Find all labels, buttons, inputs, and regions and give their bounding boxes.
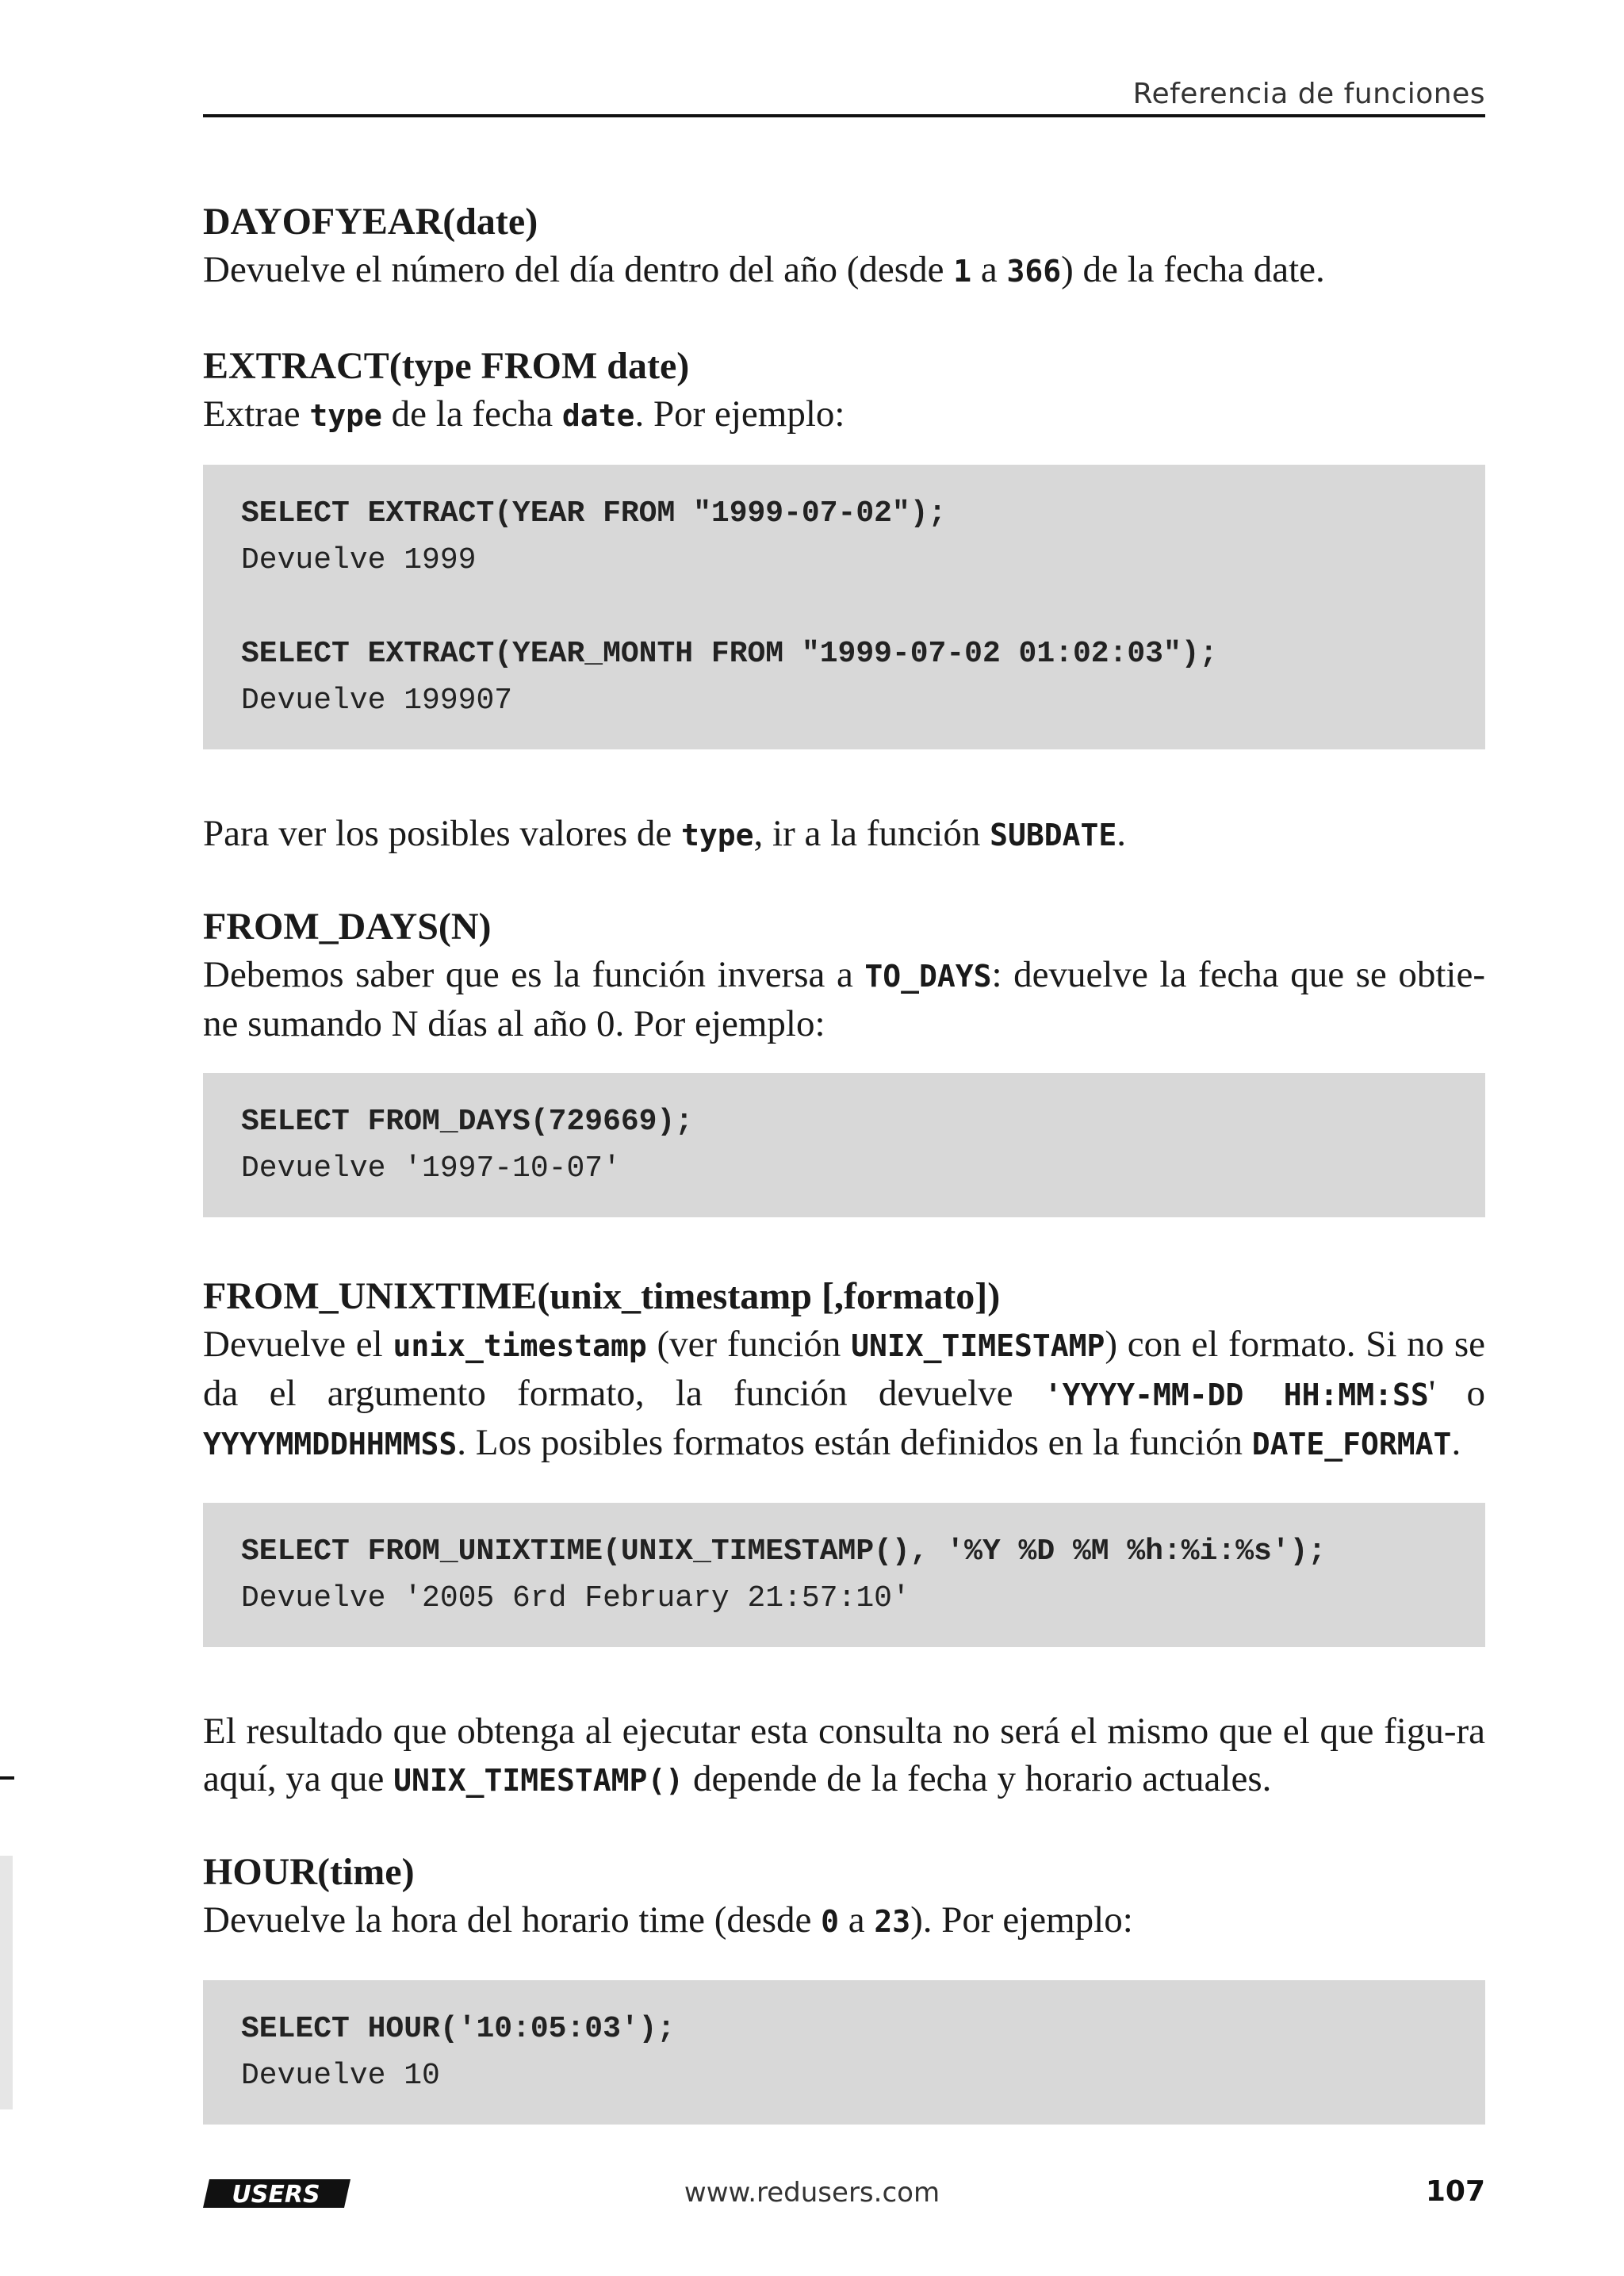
extract-note: Para ver los posibles valores de type, ir a la función SUBDATE. [203, 813, 1126, 854]
svg-text:USERS: USERS [232, 2181, 320, 2208]
code-line: SELECT FROM_DAYS(729669); [241, 1105, 694, 1139]
from-unixtime-title: FROM_UNIXTIME(unix_timestamp [,formato]) [203, 1275, 1001, 1317]
code-line: SELECT EXTRACT(YEAR_MONTH FROM "1999-07-02 01:02:03"); [241, 637, 1218, 671]
code-line: SELECT HOUR('10:05:03'); [241, 2012, 676, 2046]
code-line: SELECT EXTRACT(YEAR FROM "1999-07-02"); [241, 496, 947, 531]
code-line: Devuelve 199907 [241, 684, 513, 718]
extract-description: Extrae type de la fecha date. Por ejemplo: [203, 393, 845, 435]
dayofyear-description: Devuelve el número del día dentro del año (desde 1 a 366) de la fecha date. [203, 249, 1325, 290]
header-rule [203, 114, 1485, 117]
extract-title: EXTRACT(type FROM date) [203, 345, 690, 387]
page-content [203, 198, 1485, 2125]
code-line: Devuelve 10 [241, 2059, 440, 2093]
code-line: SELECT FROM_UNIXTIME(UNIX_TIMESTAMP(), '%Y %D %M %h:%i:%s'); [241, 1535, 1327, 1569]
extract-code-block [203, 465, 1485, 749]
margin-bar [0, 1856, 13, 2109]
from-unixtime-description: Devuelve el unix_timestamp (ver función UNIX_TIMESTAMP) con el formato. Si no se da el argumento formato, la función devuelve 'YYYY-MM-DD HH:MM:SS' o YYYYMMDDHHMMSS. Los posibles formatos están definidos en la función DATE_FORMAT. [203, 1324, 1485, 1463]
code-line: Devuelve 1999 [241, 543, 477, 577]
from-unixtime-note: El resultado que obtenga al ejecutar esta consulta no será el mismo que el que figu-ra aquí, ya que UNIX_TIMESTAMP() depende de la fecha y horario actuales. [203, 1711, 1485, 1799]
from-days-description: Debemos saber que es la función inversa a TO_DAYS: devuelve la fecha que se obtie-ne sumando N días al año 0. Por ejemplo: [203, 954, 1486, 1044]
hour-code-block [203, 1980, 1485, 2125]
from-unixtime-code-block [203, 1503, 1485, 1647]
code-line: Devuelve '2005 6rd February 21:57:10' [241, 1581, 910, 1615]
hour-title: HOUR(time) [203, 1851, 415, 1893]
from-days-code-block [203, 1073, 1485, 1217]
footer-url: www.redusers.com [684, 2177, 940, 2209]
running-header: Referencia de funciones [1132, 78, 1485, 110]
hour-description: Devuelve la hora del horario time (desde 0 a 23). Por ejemplo: [203, 1899, 1133, 1941]
page-number: 107 [1425, 2175, 1485, 2208]
dayofyear-title: DAYOFYEAR(date) [203, 201, 538, 243]
code-line: Devuelve '1997-10-07' [241, 1151, 621, 1186]
from-days-title: FROM_DAYS(N) [203, 906, 492, 948]
margin-mark [0, 1776, 14, 1780]
